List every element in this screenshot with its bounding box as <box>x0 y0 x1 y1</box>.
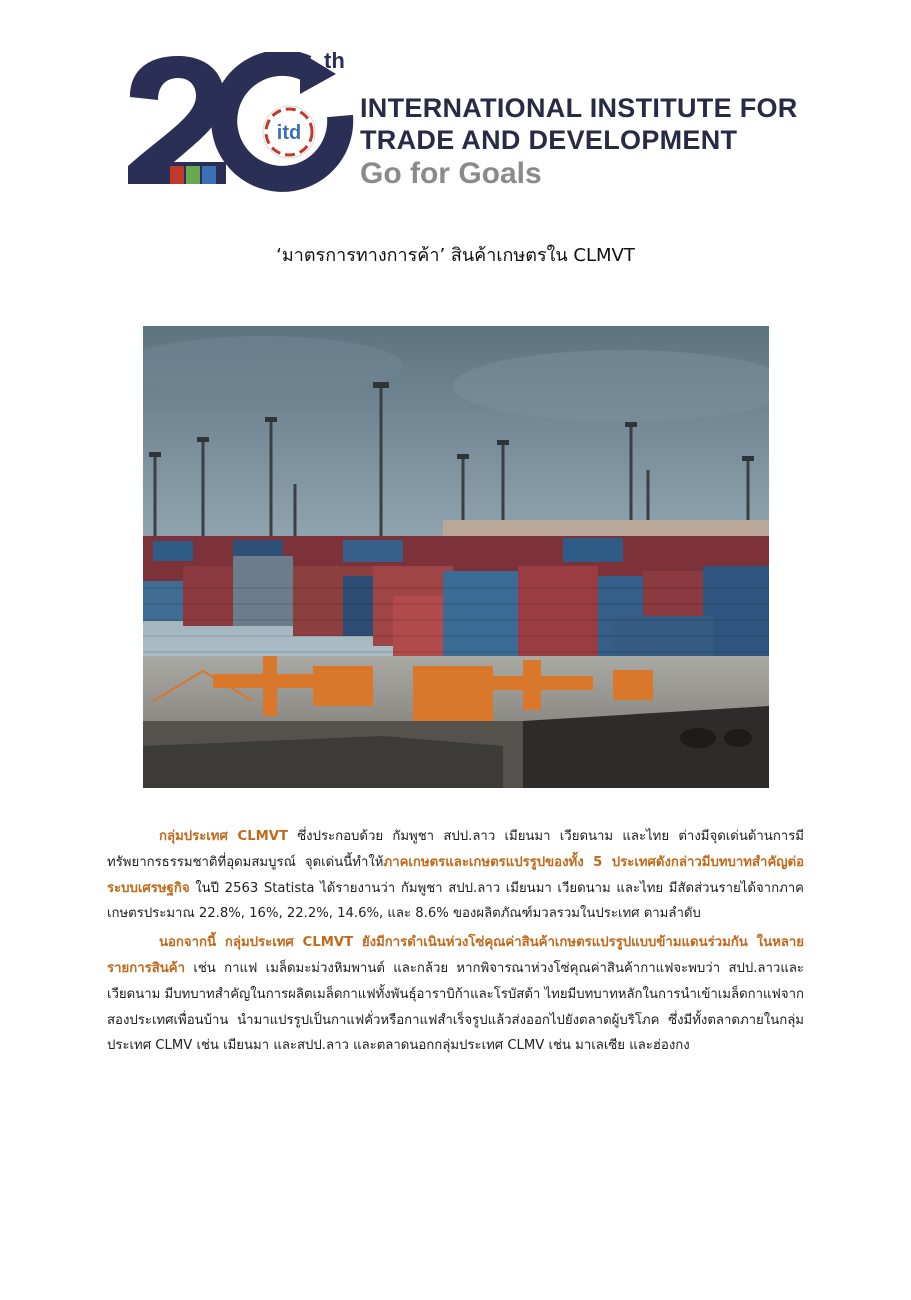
itd-badge-text: itd <box>276 122 302 144</box>
container-port-photo-icon <box>143 326 769 788</box>
org-name-block <box>360 92 798 192</box>
paragraph-2-highlight-1: นอกจากนี้ กลุ่มประเทศ CLMVT ยังมีการดำเนินห่วงโซ่คุณค่าสินค้าเกษตรแปรรูปแบบข้ามแดนร่วมกัน ในหลายรายการสินค้า <box>107 935 804 976</box>
org-name-line2: TRADE AND DEVELOPMENT <box>360 125 738 155</box>
paragraph-1-highlight-1: กลุ่มประเทศ CLMVT <box>159 829 288 844</box>
paragraph-1-text-2: ในปี 2563 Statista ได้รายงานว่า กัมพูชา สปป.ลาว เมียนมา เวียดนาม และไทย มีสัดส่วนรายได้จากภาคเกษตรประมาณ 22.8%, 16%, 22.2%, 14.6%, และ 8.6% ของผลิตภัณฑ์มวลรวมในประเทศ ตามลำดับ <box>107 880 804 922</box>
paragraph-1-highlight-2: ภาคเกษตรและเกษตรแปรรูปของทั้ง 5 ประเทศดังกล่าวมีบทบาทสำคัญต่อระบบเศรษฐกิจ <box>107 854 804 896</box>
tagline: Go for Goals <box>360 157 542 190</box>
paragraph-1-text-1: ซึ่งประกอบด้วย กัมพูชา สปป.ลาว เมียนมา เวียดนาม และไทย ต่างมีจุดเด่นด้านการมีทรัพยากรธรรมชาติที่อุดมสมบูรณ์ จุดเด่นนี้ทำให้ <box>107 829 804 870</box>
org-name-line1: INTERNATIONAL INSTITUTE FOR <box>360 93 798 123</box>
document-title: ‘มาตรการทางการค้า’ สินค้าเกษตรใน CLMVT <box>276 245 635 266</box>
paragraph-2-text-1: เช่น กาแฟ เมล็ดมะม่วงหิมพานต์ และกล้วย หากพิจารณาห่วงโซ่คุณค่าสินค้ากาแฟจะพบว่า สปป.ลาวและเวียดนาม มีบทบาทสำคัญในการผลิตเมล็ดกาแฟทั้งพันธุ์อาราบิก้าและโรบัสต้า ไทยมีบทบาทหลักในการนำเข้าเมล็ดกาแฟจากสองประเทศเพื่อนบ้าน นำมาแปรรูปเป็นกาแฟคั่วหรือกาแฟสำเร็จรูปแล้วส่งออกไปยังตลาดผู้บริโภค ซึ่งมีทั้งตลาดภายในกลุ่มประเทศ CLMV เช่น เมียนมา และสปป.ลาว และตลาดนอกกลุ่มประเทศ CLMV เช่น มาเลเซีย และฮ่องกง <box>107 960 804 1054</box>
paragraph-2 <box>107 930 804 1059</box>
paragraph-1 <box>107 824 804 927</box>
anniversary-suffix: th <box>324 48 345 73</box>
container-port-photo <box>143 326 769 788</box>
body-text <box>107 824 804 1062</box>
